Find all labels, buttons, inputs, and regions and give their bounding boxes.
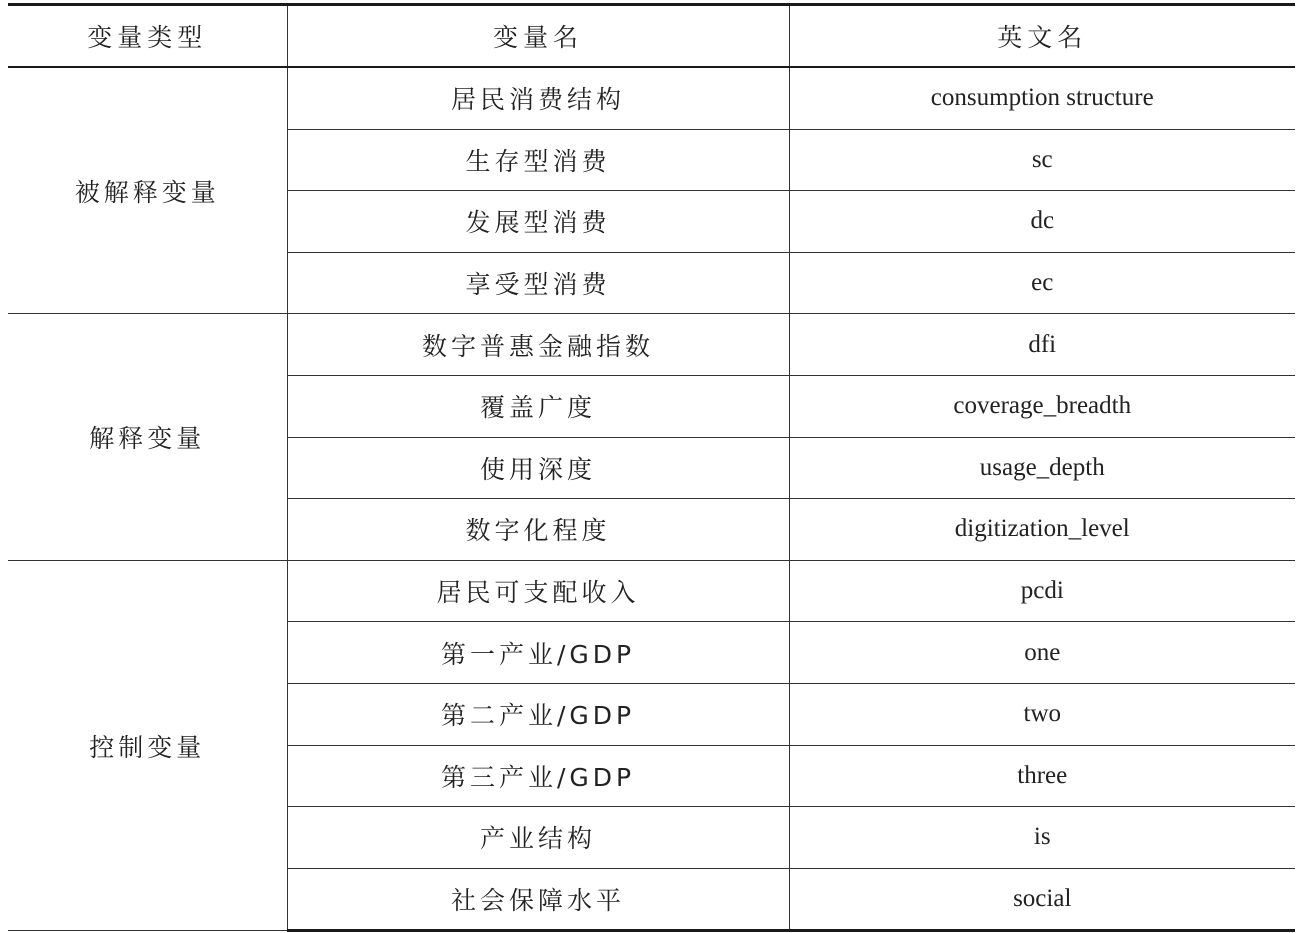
table-row (8, 560, 1295, 622)
variable-name-cell: 第二产业/GDP (287, 683, 789, 745)
english-name-cell: dc (789, 191, 1295, 253)
english-name-cell: dfi (789, 314, 1295, 376)
header-variable-name: 变量名 (287, 5, 789, 68)
english-name-cell: three (789, 745, 1295, 807)
english-name-cell: usage_depth (789, 437, 1295, 499)
variable-name-cell: 第一产业/GDP (287, 622, 789, 684)
variable-definition-table (8, 3, 1295, 932)
english-name-cell: digitization_level (789, 499, 1295, 561)
header-english-name: 英文名 (789, 5, 1295, 68)
variable-name-cell: 使用深度 (287, 437, 789, 499)
table-header-row (8, 5, 1295, 68)
variable-definition-table-container (8, 3, 1295, 932)
variable-name-cell: 产业结构 (287, 807, 789, 869)
variable-name-cell: 发展型消费 (287, 191, 789, 253)
table-row (8, 67, 1295, 129)
variable-name-cell: 第三产业/GDP (287, 745, 789, 807)
english-name-cell: pcdi (789, 560, 1295, 622)
english-name-cell: is (789, 807, 1295, 869)
variable-name-cell: 社会保障水平 (287, 868, 789, 931)
english-name-cell: social (789, 868, 1295, 931)
english-name-cell: two (789, 683, 1295, 745)
variable-name-cell: 生存型消费 (287, 129, 789, 191)
group-type-control: 控制变量 (8, 560, 287, 931)
variable-name-cell: 居民消费结构 (287, 67, 789, 129)
variable-name-cell: 数字普惠金融指数 (287, 314, 789, 376)
english-name-cell: sc (789, 129, 1295, 191)
variable-name-cell: 享受型消费 (287, 252, 789, 314)
group-type-dependent: 被解释变量 (8, 67, 287, 314)
table-row (8, 314, 1295, 376)
variable-name-cell: 居民可支配收入 (287, 560, 789, 622)
english-name-cell: one (789, 622, 1295, 684)
variable-name-cell: 覆盖广度 (287, 375, 789, 437)
header-variable-type: 变量类型 (8, 5, 287, 68)
english-name-cell: coverage_breadth (789, 375, 1295, 437)
group-type-explanatory: 解释变量 (8, 314, 287, 560)
english-name-cell: ec (789, 252, 1295, 314)
variable-name-cell: 数字化程度 (287, 499, 789, 561)
english-name-cell: consumption structure (789, 67, 1295, 129)
